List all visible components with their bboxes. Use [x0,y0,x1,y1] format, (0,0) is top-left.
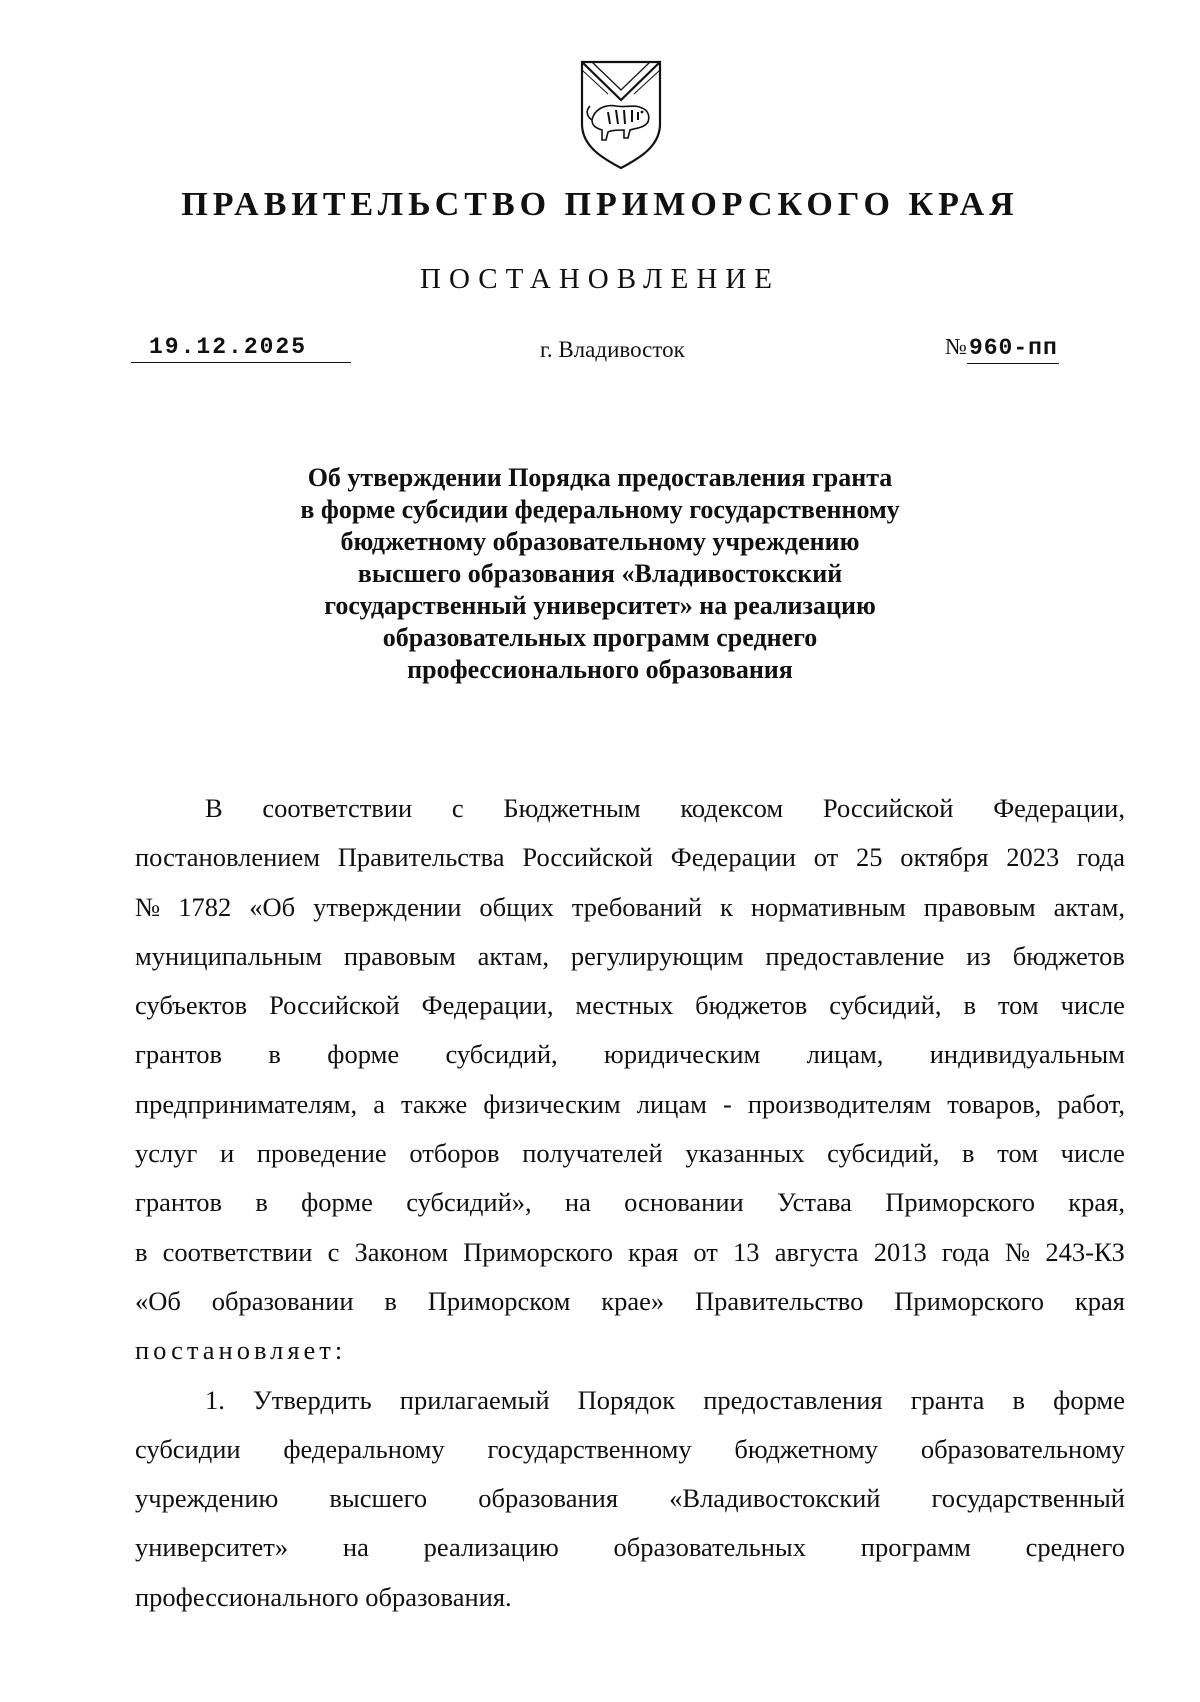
title-line: государственный университет» на реализацию [324,591,876,620]
body-line: муниципальным правовым актам, регулирующим предоставление из бюджетов [135,940,1125,971]
document-number [945,332,1059,364]
document-date: 19.12.2025 [131,332,351,363]
body-line: субсидии федеральному государственному бюджетному образовательному [135,1433,1125,1464]
title-line: бюджетному образовательному учреждению [340,527,860,556]
organization-name: ПРАВИТЕЛЬСТВО ПРИМОРСКОГО КРАЯ [181,186,1019,223]
coat-of-arms-emblem [578,58,664,172]
body-line: учреждению высшего образования «Владивостокский государственный [135,1483,1125,1514]
title-line: высшего образования «Владивостокский [357,559,843,588]
title-line: профессионального образования [407,655,793,684]
body-line: университет» на реализацию образовательных программ среднего [135,1532,1125,1563]
body-line: «Об образовании в Приморском крае» Правительство Приморского края [135,1285,1125,1316]
document-title [200,462,1000,686]
body-line: В соответствии с Бюджетным кодексом Российской Федерации, [205,793,1125,823]
body-line: субъектов Российской Федерации, местных бюджетов субсидий, в том числе [135,990,1125,1021]
number-prefix: № [945,334,967,359]
number-value: 960-пп [967,333,1059,364]
title-line: образовательных программ среднего [382,623,818,652]
body-line: профессионального образования. [135,1581,512,1612]
body-line: услуг и проведение отборов получателей указанных субсидий, в том числе [135,1138,1125,1169]
body-line: постановлением Правительства Российской Федерации от 25 октября 2023 года [135,842,1125,873]
body-line: грантов в форме субсидий», на основании Устава Приморского края, [135,1187,1125,1218]
title-line: Об утверждении Порядка предоставления гранта [307,463,893,492]
document-city: г. Владивосток [540,337,685,362]
body-line: предпринимателям, а также физическим лицам - производителям товаров, работ, [135,1088,1125,1119]
document-type: ПОСТАНОВЛЕНИЕ [420,263,780,295]
document-body [135,790,1125,1628]
body-line: грантов в форме субсидий, юридическим лицам, индивидуальным [135,1039,1125,1070]
title-line: в форме субсидии федеральному государственному [300,495,900,524]
body-line: 1. Утвердить прилагаемый Порядок предоставления гранта в форме [205,1384,1125,1415]
body-line: № 1782 «Об утверждении общих требований к нормативным правовым актам, [135,891,1125,922]
body-line: постановляет: [135,1335,347,1366]
body-line: в соответствии с Законом Приморского края от 13 августа 2013 года № 243-КЗ [135,1236,1125,1267]
